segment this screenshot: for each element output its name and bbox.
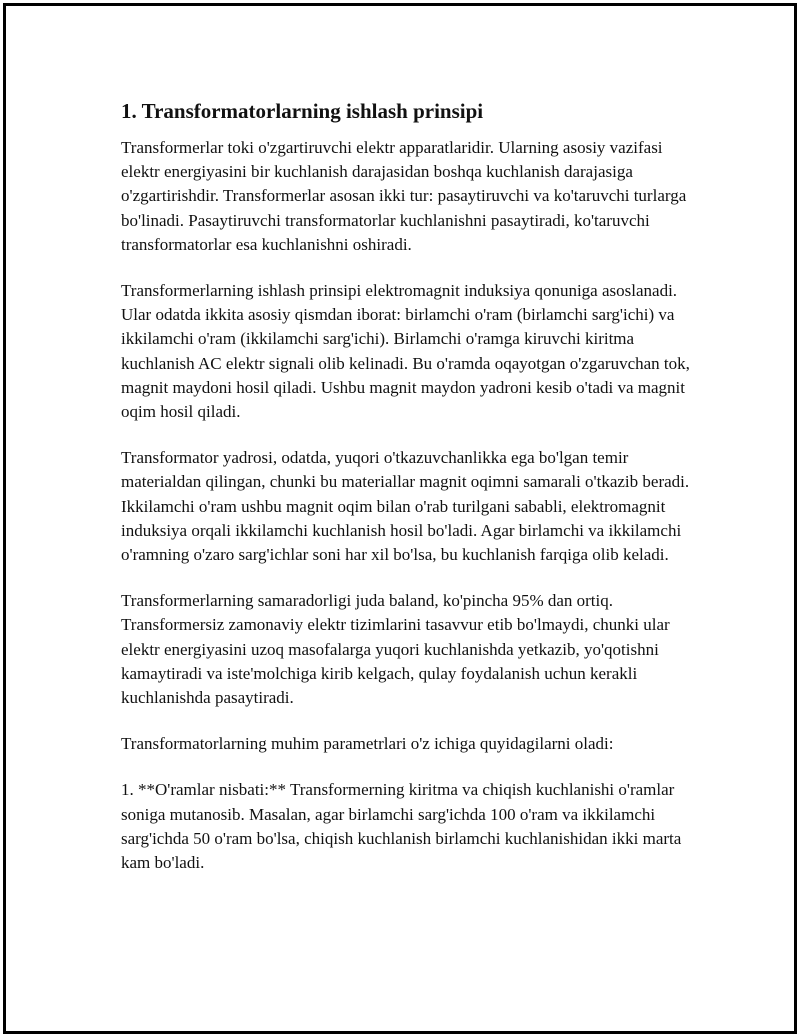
- paragraph-6: 1. **O'ramlar nisbati:** Transformerning kiritma va chiqish kuchlanishi o'ramlar soniga mutanosib. Masalan, agar birlamchi sarg'ichda 100 o'ram va ikkilamchi sarg'ichda 50 o'ram bo'lsa, chiqish kuchlanish birlamchi kuchlanishidan ikki marta kam bo'ladi.: [121, 780, 682, 873]
- paragraph-1: Transformerlar toki o'zgartiruvchi elektr apparatlaridir. Ularning asosiy vazifasi elektr energiyasini bir kuchlanish darajasidan boshqa kuchlanish darajasiga o'zgartirishdir. Transformerlar asosan ikki tur: pasaytiruvchi va ko'taruvchi turlarga bo'linadi. Pasaytiruvchi transformatorlar kuchlanishni pasaytiradi, ko'taruvchi transformatorlar esa kuchlanishni oshiradi.: [121, 138, 687, 254]
- page-frame: [3, 3, 797, 1034]
- paragraph-2: Transformerlarning ishlash prinsipi elektromagnit induksiya qonuniga asoslanadi. Ular odatda ikkita asosiy qismdan iborat: birlamchi o'ram (birlamchi sarg'ichi) va ikkilamchi o'ram (ikkilamchi sarg'ichi). Birlamchi o'ramga kiruvchi kiritma kuchlanish AC elektr signali olib kelinadi. Bu o'ramda oqayotgan o'zgaruvchan tok, magnit maydoni hosil qiladi. Ushbu magnit maydon yadroni kesib o'tadi va magnit oqim hosil qiladi.: [121, 281, 690, 422]
- document-heading: 1. Transformatorlarning ishlash prinsipi: [121, 99, 484, 123]
- paragraph-5: Transformatorlarning muhim parametrlari o'z ichiga quyidagilarni oladi:: [121, 734, 614, 754]
- paragraph-3: Transformator yadrosi, odatda, yuqori o'tkazuvchanlikka ega bo'lgan temir materialdan qilingan, chunki bu materiallar magnit oqimni samarali o'tkazib beradi. Ikkilamchi o'ram ushbu magnit oqim bilan o'rab turilgani sababli, elektromagnit induksiya orqali ikkilamchi kuchlanish hosil bo'ladi. Agar birlamchi va ikkilamchi o'ramning o'zaro sarg'ichlar soni har xil bo'lsa, bu kuchlanish farqiga olib keladi.: [121, 448, 690, 565]
- document-body: [121, 97, 693, 897]
- paragraph-4: Transformerlarning samaradorligi juda baland, ko'pincha 95% dan ortiq. Transformersiz zamonaviy elektr tizimlarini tasavvur etib bo'lmaydi, chunki ular elektr energiyasini uzoq masofalarga yuqori kuchlanishda yetkazib, yo'qotishni kamaytiradi va iste'molchiga kirib kelgach, qulay foydalanish uchun kerakli kuchlanishda pasaytiradi.: [121, 591, 670, 708]
